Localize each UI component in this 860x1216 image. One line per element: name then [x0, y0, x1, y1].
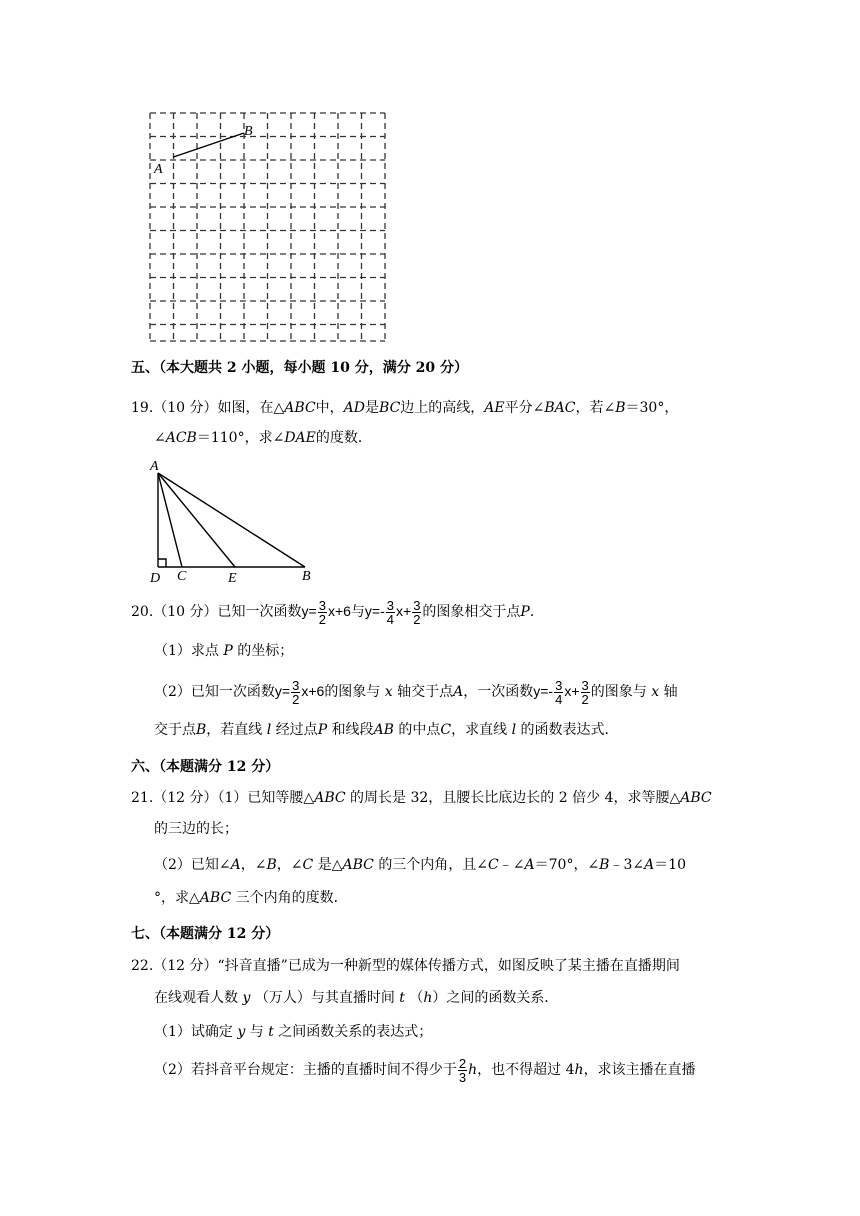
section6-title: 六、（本题满分 12 分） — [131, 759, 280, 775]
q21-line3: （2）已知∠A，∠B，∠C 是△ABC 的三个内角，且∠C﹣∠A＝70°，∠B﹣3∠A＝10 — [154, 857, 687, 873]
q21-number: 21. — [131, 790, 154, 806]
triangle-figure — [140, 455, 325, 585]
grid-label-a: A — [154, 162, 163, 177]
q19-number: 19. — [131, 400, 154, 416]
q22-number: 22. — [131, 958, 154, 974]
fig-label-e: E — [228, 571, 237, 585]
q19-line2: ∠ACB＝110°，求∠DAE的度数． — [154, 430, 372, 446]
q21-line4: °，求△ABC 三个内角的度数． — [154, 890, 348, 906]
section5-title: 五、（本大题共 2 小题，每小题 10 分，满分 20 分） — [131, 360, 468, 376]
q22-line1: 22.（12 分）“抖音直播”已成为一种新型的媒体传播方式，如图反映了某主播在直播期间 — [131, 958, 680, 974]
fig-label-a: A — [150, 459, 159, 474]
q20-line1: 20.（10 分）已知一次函数y= $\frac{3}{2}$ x+6与y=- $\frac{3}{4}$ x+ $\frac{3}{2}$ 的图象相交于点P． — [131, 597, 544, 627]
q20-number: 20. — [131, 604, 154, 620]
q20-sub2-cont: 交于点B，若直线 l 经过点P 和线段AB 的中点C，求直线 l 的函数表达式． — [154, 722, 619, 738]
q20-sub2: （2）已知一次函数y= $\frac{3}{2}$ x+6的图象与 x 轴交于点A，一次函数y=- $\frac{3}{4}$ x+ $\frac{3}{2}$ 的图象与 x 轴 — [154, 677, 678, 707]
q20-sub1: （1）求点 P 的坐标； — [154, 643, 294, 659]
fig-label-b: B — [302, 569, 311, 584]
q22-sub1: （1）试确定 y 与 t 之间函数关系的表达式； — [154, 1024, 433, 1040]
q21-line2: 的三边的长； — [154, 821, 238, 837]
q21-line1: 21.（12 分）（1）已知等腰△ABC 的周长是 32，且腰长比底边长的 2 倍少 4，求等腰△ABC — [131, 790, 712, 806]
fig-label-c: C — [177, 569, 187, 584]
q22-sub2: （2）若抖音平台规定：主播的直播时间不得少于 $\frac{2}{3}$ h，也不得超过 4h，求该主播在直播 — [154, 1055, 696, 1085]
fig-label-d: D — [150, 571, 161, 585]
grid-figure — [140, 105, 395, 345]
section7-title: 七、（本题满分 12 分） — [131, 926, 280, 942]
q22-line2: 在线观看人数 y （万人）与其直播时间 t （h）之间的函数关系． — [154, 990, 559, 1006]
q19-line1: 19.（10 分）如图，在△ABC中，AD是BC边上的高线，AE平分∠BAC，若∠B＝30°， — [131, 400, 679, 416]
grid-label-b: B — [244, 124, 253, 139]
